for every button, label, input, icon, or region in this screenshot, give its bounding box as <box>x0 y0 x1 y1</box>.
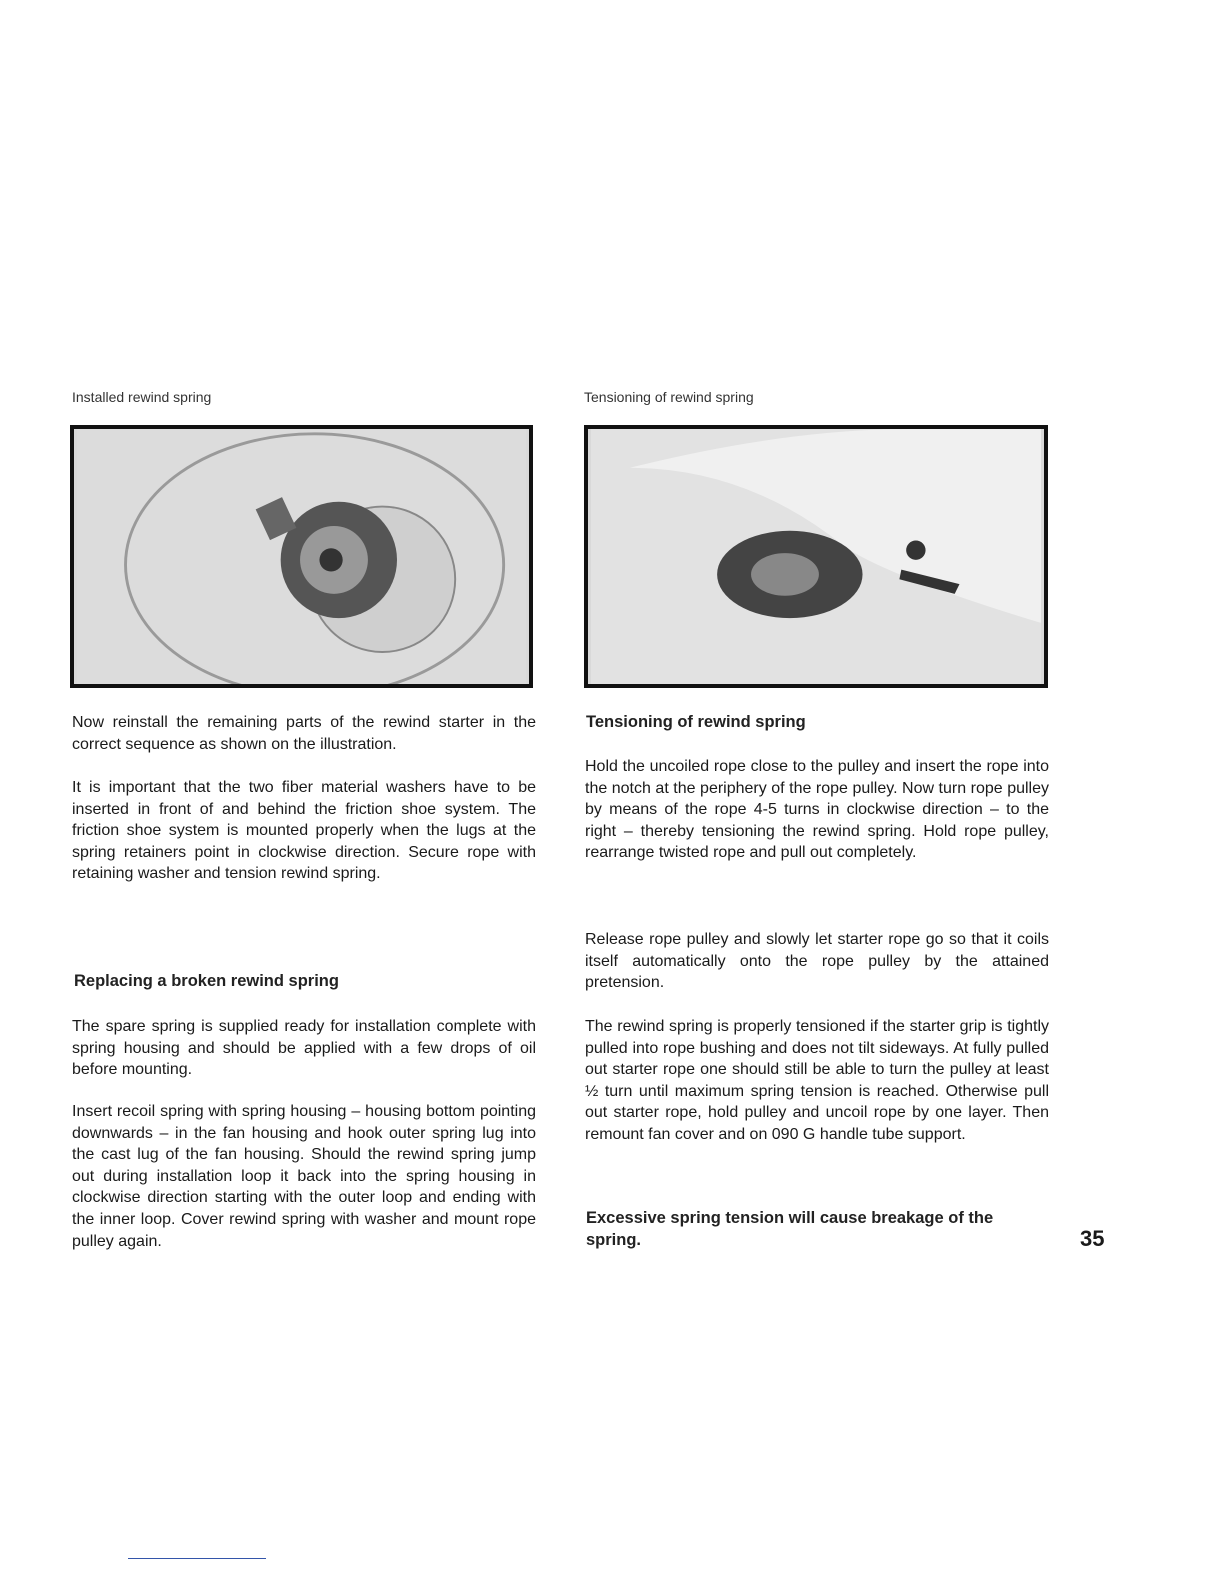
warning-excessive-tension: Excessive spring tension will cause breakage of the spring. <box>586 1209 994 1249</box>
paragraph-reinstall: Now reinstall the remaining parts of the rewind starter in the correct sequence as shown on the illustration. <box>72 714 536 753</box>
heading-replacing-spring: Replacing a broken rewind spring <box>74 972 339 990</box>
figure-caption-left: Installed rewind spring <box>72 389 212 405</box>
paragraph-spare-spring: The spare spring is supplied ready for installation complete with spring housing and should be applied with a few drops of oil before mounting. <box>72 1018 536 1079</box>
paragraph-washers: It is important that the two fiber material washers have to be inserted in front of and behind the friction shoe system. The friction shoe system is mounted properly when the lugs at the spring retainers point in clockwise direction. Secure rope with retaining washer and tension rewind spring. <box>72 779 536 883</box>
tensioning-rewind-spring-photo <box>584 425 1048 688</box>
installed-rewind-spring-photo <box>70 425 533 688</box>
footer-rule <box>128 1558 266 1559</box>
paragraph-hold-rope: Hold the uncoiled rope close to the pulley and insert the rope into the notch at the periphery of the rope pulley. Now turn rope pulley by means of the rope 4-5 turns in clockwise direction – to the right – thereby tensioning the rewind spring. Hold rope pulley, rearrange twisted rope and pull out completely. <box>585 758 1049 862</box>
heading-tensioning: Tensioning of rewind spring <box>586 713 806 731</box>
paragraph-properly-tensioned: The rewind spring is properly tensioned if the starter grip is tightly pulled into rope bushing and does not tilt sideways. At fully pulled out starter rope one should still be able to turn the pulley at least ½ turn until maximum spring tension is reached. Otherwise pull out starter rope, hold pulley and uncoil rope by one layer. Then remount fan cover and on 090 G handle tube support. <box>585 1018 1049 1143</box>
figure-caption-right: Tensioning of rewind spring <box>584 389 754 405</box>
page-number: 35 <box>1080 1226 1105 1251</box>
paragraph-insert-spring: Insert recoil spring with spring housing – housing bottom pointing downwards – in the fan housing and hook outer spring lug into the cast lug of the fan housing. Should the rewind spring jump out during installation loop it back into the spring housing in clockwise direction starting with the outer loop and ending with the inner loop. Cover rewind spring with washer and mount rope pulley again. <box>72 1103 536 1250</box>
paragraph-release-pulley: Release rope pulley and slowly let starter rope go so that it coils itself automatically onto the rope pulley by the attained pretension. <box>585 931 1049 992</box>
